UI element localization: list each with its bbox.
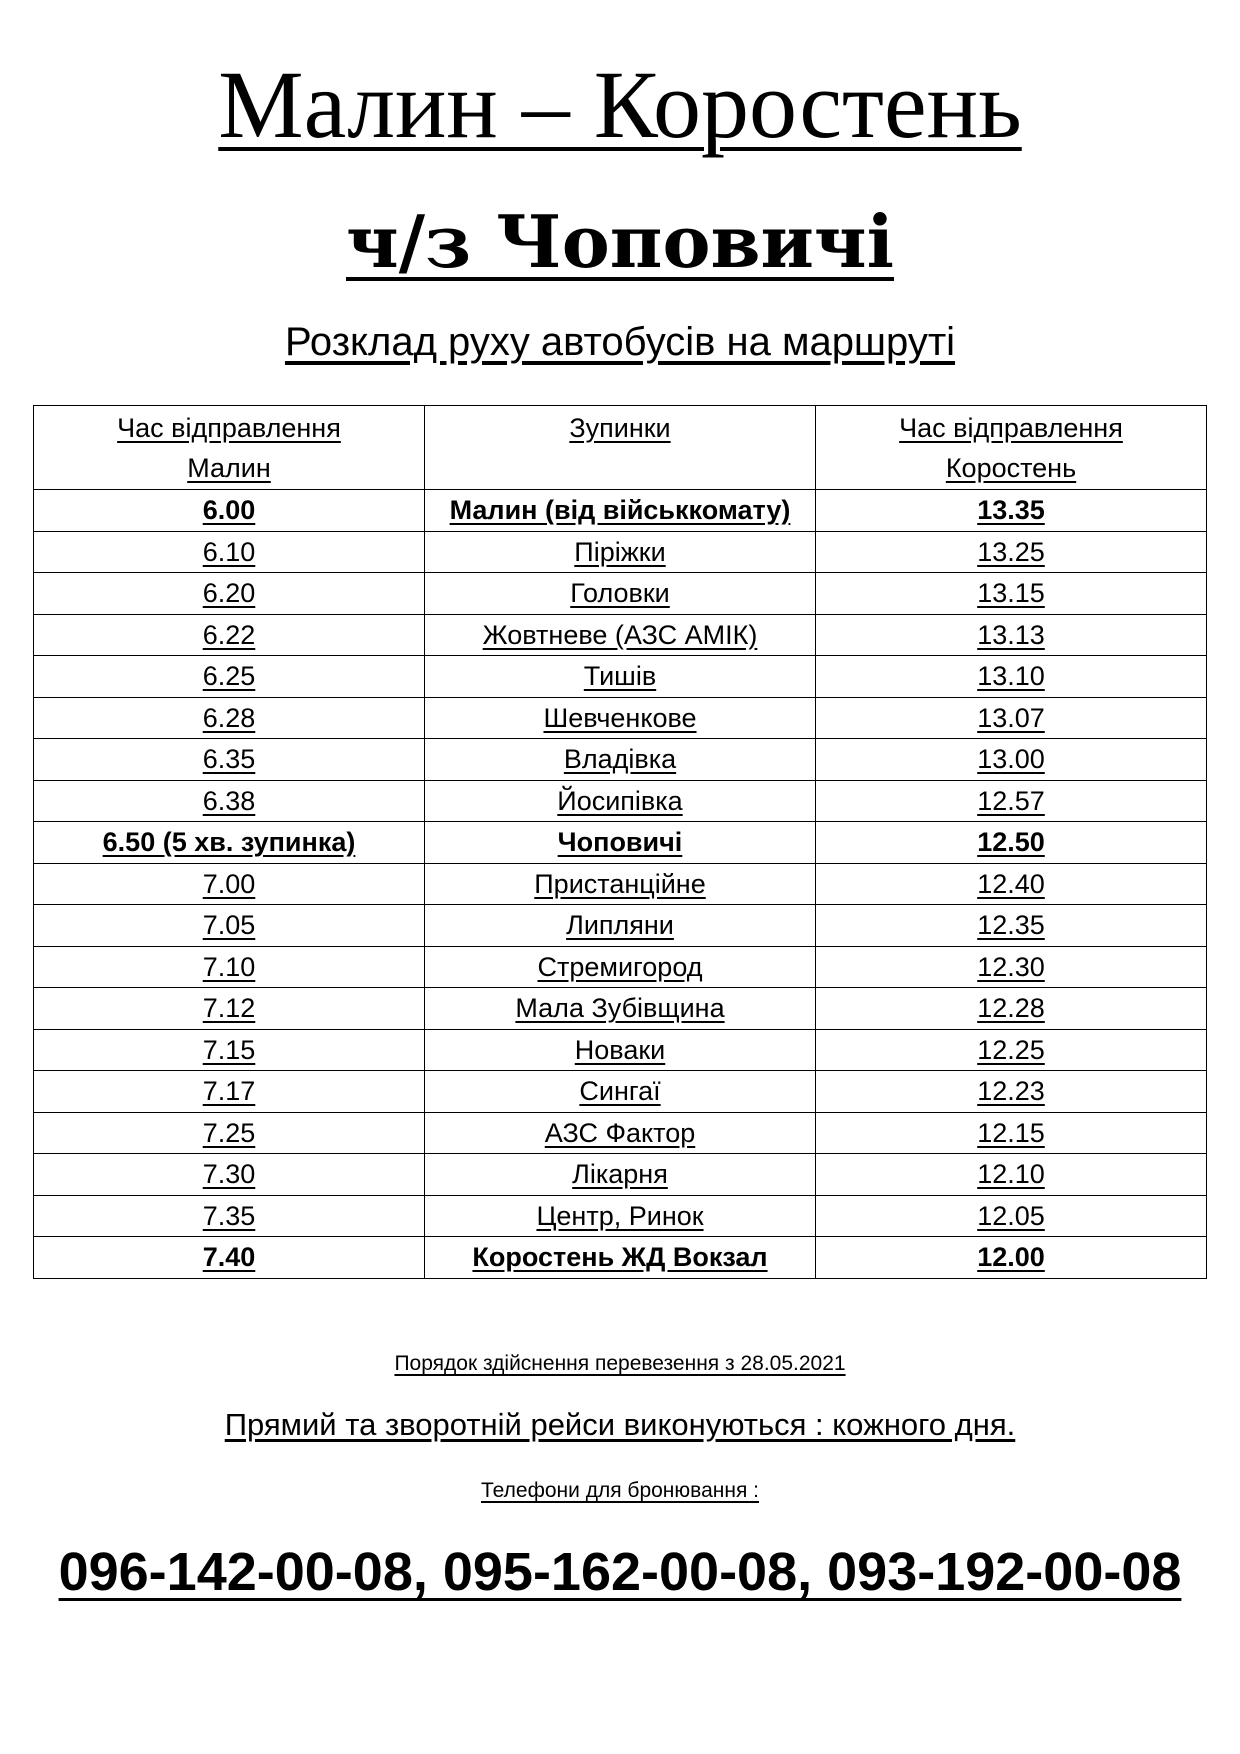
korosten-time: 12.00	[977, 1242, 1045, 1273]
malyn-time-cell	[34, 988, 425, 1030]
stop-name-cell	[425, 905, 816, 947]
table-row	[34, 614, 1207, 656]
korosten-time: 13.25	[977, 536, 1045, 567]
stop-name: Жовтневе (АЗС АМІК)	[482, 619, 758, 650]
malyn-time: 6.28	[202, 702, 256, 733]
malyn-time: 7.10	[202, 951, 256, 982]
malyn-time: 7.12	[202, 993, 256, 1024]
korosten-time: 12.40	[977, 868, 1045, 899]
stop-name: Новаки	[574, 1034, 666, 1065]
stop-name: Липляни	[566, 910, 674, 941]
malyn-time: 7.40	[202, 1242, 256, 1273]
korosten-time-cell	[816, 946, 1207, 988]
stop-name: Чоповичі	[557, 827, 683, 858]
stop-name-cell	[425, 1071, 816, 1113]
stop-name-cell	[425, 1237, 816, 1279]
stop-name-cell	[425, 1154, 816, 1196]
stop-name: Йосипівка	[557, 785, 683, 816]
stop-name-cell	[425, 863, 816, 905]
malyn-time-cell	[34, 1195, 425, 1237]
stop-name-cell	[425, 739, 816, 781]
korosten-time-cell	[816, 1237, 1207, 1279]
table-row	[34, 697, 1207, 739]
stop-name-cell	[425, 822, 816, 864]
korosten-time: 12.15	[977, 1117, 1045, 1148]
table-row	[34, 1195, 1207, 1237]
stop-name-cell	[425, 614, 816, 656]
malyn-time-cell	[34, 490, 425, 532]
table-row	[34, 1029, 1207, 1071]
malyn-time: 7.30	[202, 1159, 256, 1190]
korosten-time-cell	[816, 863, 1207, 905]
header-stops	[425, 406, 816, 490]
table-row	[34, 490, 1207, 532]
korosten-time: 12.35	[977, 910, 1045, 941]
table-row	[34, 905, 1207, 947]
malyn-time: 7.15	[202, 1034, 256, 1065]
header-malyn-line1: Час відправлення	[117, 413, 341, 443]
korosten-time: 12.30	[977, 951, 1045, 982]
stop-name-cell	[425, 780, 816, 822]
stop-name: Сингаї	[579, 1076, 661, 1107]
korosten-time-cell	[816, 573, 1207, 615]
korosten-time-cell	[816, 905, 1207, 947]
stop-name-cell	[425, 573, 816, 615]
malyn-time-cell	[34, 739, 425, 781]
order-note: Порядок здійснення перевезення з 28.05.2021	[394, 1352, 846, 1375]
schedule-heading: Розклад руху автобусів на маршруті	[284, 320, 956, 364]
route-title: Малин – Коростень	[218, 51, 1022, 158]
korosten-time-cell	[816, 697, 1207, 739]
stop-name: Головки	[570, 578, 670, 609]
korosten-time-cell	[816, 531, 1207, 573]
stop-name: Стремигород	[537, 951, 703, 982]
korosten-time: 12.10	[977, 1159, 1045, 1190]
schedule-body	[34, 490, 1207, 1279]
korosten-time-cell	[816, 988, 1207, 1030]
korosten-time-cell	[816, 739, 1207, 781]
stop-name: Центр, Ринок	[536, 1200, 704, 1231]
stop-name-cell	[425, 1029, 816, 1071]
korosten-time: 13.00	[977, 744, 1045, 775]
table-row	[34, 1237, 1207, 1279]
header-stops-label: Зупинки	[569, 413, 671, 443]
stop-name: АЗС Фактор	[544, 1117, 696, 1148]
header-korosten-line2: Коростень	[945, 453, 1077, 483]
korosten-time-cell	[816, 1071, 1207, 1113]
stop-name-cell	[425, 1195, 816, 1237]
korosten-time: 12.23	[977, 1076, 1045, 1107]
malyn-time: 6.25	[202, 661, 256, 692]
korosten-time: 12.57	[977, 785, 1045, 816]
malyn-time-cell	[34, 614, 425, 656]
header-korosten-line1: Час відправлення	[899, 413, 1123, 443]
header-malyn-line2: Малин	[187, 453, 271, 483]
table-row	[34, 988, 1207, 1030]
schedule-table	[33, 405, 1207, 1279]
table-row	[34, 573, 1207, 615]
korosten-time: 13.35	[977, 495, 1045, 526]
table-row	[34, 780, 1207, 822]
korosten-time-cell	[816, 1112, 1207, 1154]
stop-name: Мала Зубівщина	[515, 993, 725, 1024]
korosten-time-cell	[816, 614, 1207, 656]
stop-name: Владівка	[563, 744, 677, 775]
malyn-time: 6.50 (5 хв. зупинка)	[102, 827, 356, 858]
malyn-time-cell	[34, 697, 425, 739]
header-malyn-departure	[34, 406, 425, 490]
malyn-time-cell	[34, 1071, 425, 1113]
korosten-time-cell	[816, 656, 1207, 698]
table-row	[34, 1071, 1207, 1113]
malyn-time-cell	[34, 946, 425, 988]
korosten-time: 13.07	[977, 702, 1045, 733]
stop-name: Лікарня	[572, 1159, 668, 1190]
malyn-time-cell	[34, 1029, 425, 1071]
malyn-time: 6.20	[202, 578, 256, 609]
malyn-time: 7.00	[202, 868, 256, 899]
korosten-time: 12.28	[977, 993, 1045, 1024]
stop-name-cell	[425, 656, 816, 698]
stop-name: Піріжки	[574, 536, 666, 567]
table-row	[34, 739, 1207, 781]
phones-label: Телефони для бронювання :	[481, 1479, 759, 1502]
malyn-time-cell	[34, 1112, 425, 1154]
korosten-time-cell	[816, 1029, 1207, 1071]
malyn-time-cell	[34, 573, 425, 615]
days-note: Прямий та зворотній рейси виконуються : кожного дня.	[224, 1407, 1016, 1442]
table-row	[34, 656, 1207, 698]
korosten-time: 13.15	[977, 578, 1045, 609]
malyn-time-cell	[34, 863, 425, 905]
stop-name: Тишів	[583, 661, 657, 692]
malyn-time-cell	[34, 656, 425, 698]
malyn-time-cell	[34, 531, 425, 573]
stop-name-cell	[425, 531, 816, 573]
stop-name-cell	[425, 946, 816, 988]
korosten-time-cell	[816, 780, 1207, 822]
korosten-time: 12.25	[977, 1034, 1045, 1065]
stop-name-cell	[425, 988, 816, 1030]
stop-name: Коростень ЖД Вокзал	[472, 1242, 768, 1273]
malyn-time: 6.00	[202, 495, 256, 526]
korosten-time: 13.10	[977, 661, 1045, 692]
malyn-time-cell	[34, 1154, 425, 1196]
malyn-time: 6.35	[202, 744, 256, 775]
malyn-time: 7.35	[202, 1200, 256, 1231]
stop-name: Малин (від військкомату)	[449, 495, 791, 526]
table-row	[34, 863, 1207, 905]
booking-phones: 096-142-00-08, 095-162-00-08, 093-192-00-08	[58, 1542, 1182, 1602]
korosten-time-cell	[816, 1154, 1207, 1196]
malyn-time-cell	[34, 905, 425, 947]
stop-name: Шевченкове	[543, 702, 697, 733]
stop-name-cell	[425, 490, 816, 532]
malyn-time: 7.25	[202, 1117, 256, 1148]
malyn-time: 6.38	[202, 785, 256, 816]
korosten-time: 12.05	[977, 1200, 1045, 1231]
korosten-time-cell	[816, 822, 1207, 864]
table-row	[34, 1112, 1207, 1154]
malyn-time-cell	[34, 1237, 425, 1279]
malyn-time: 6.22	[202, 619, 256, 650]
table-header-row	[34, 406, 1207, 490]
table-row	[34, 946, 1207, 988]
malyn-time: 6.10	[202, 536, 256, 567]
korosten-time: 13.13	[977, 619, 1045, 650]
malyn-time: 7.05	[202, 910, 256, 941]
stop-name-cell	[425, 1112, 816, 1154]
korosten-time-cell	[816, 490, 1207, 532]
malyn-time-cell	[34, 780, 425, 822]
stop-name: Пристанційне	[534, 868, 706, 899]
table-row	[34, 531, 1207, 573]
korosten-time-cell	[816, 1195, 1207, 1237]
table-row	[34, 1154, 1207, 1196]
malyn-time: 7.17	[202, 1076, 256, 1107]
table-row	[34, 822, 1207, 864]
header-korosten-departure	[816, 406, 1207, 490]
route-via-subtitle: ч/з Чоповичі	[346, 199, 894, 284]
malyn-time-cell	[34, 822, 425, 864]
stop-name-cell	[425, 697, 816, 739]
korosten-time: 12.50	[977, 827, 1045, 858]
